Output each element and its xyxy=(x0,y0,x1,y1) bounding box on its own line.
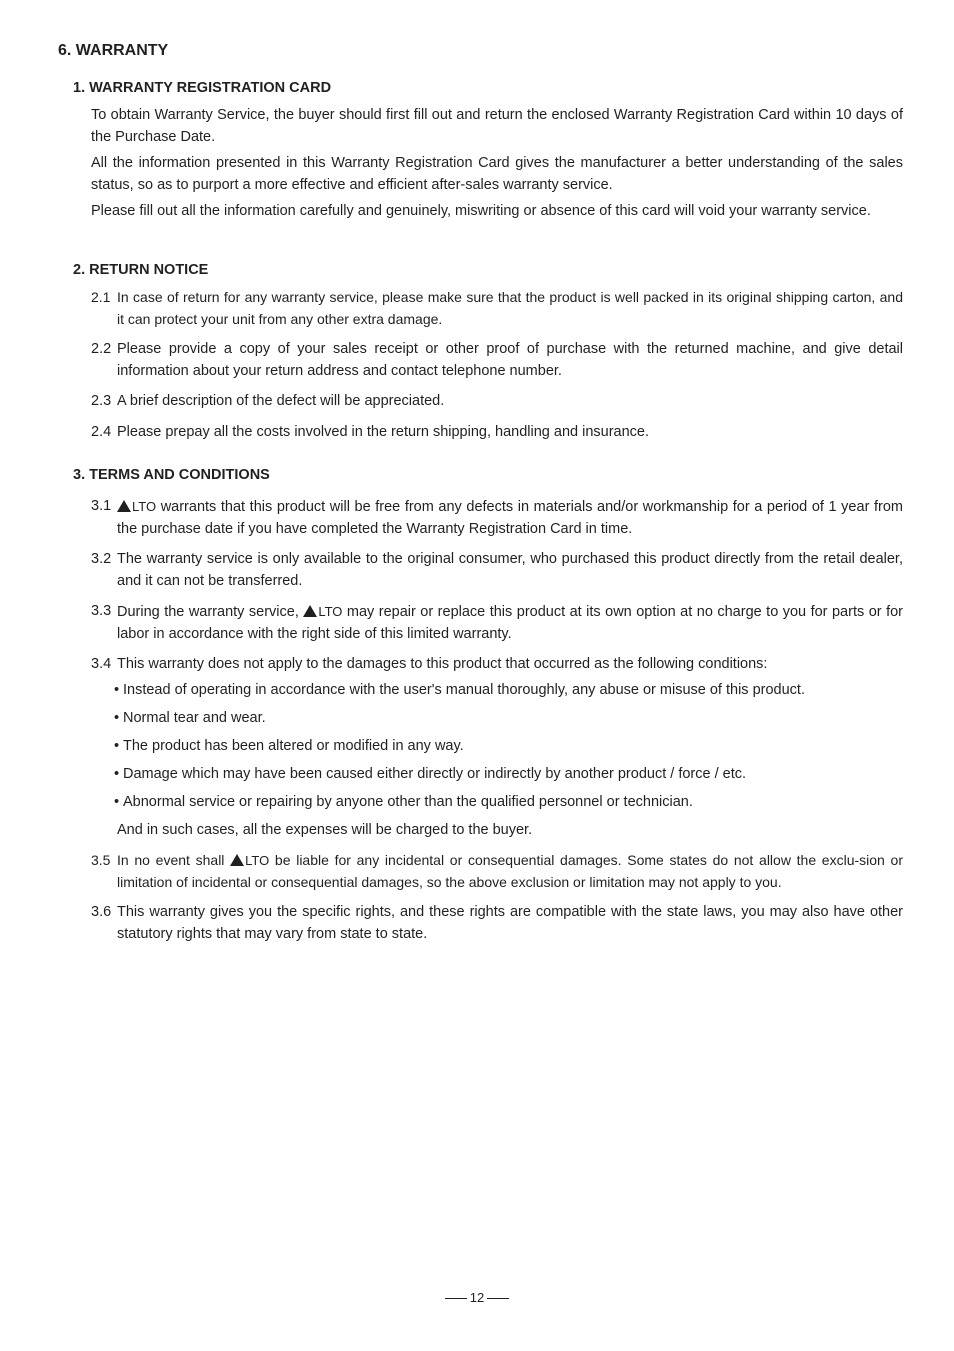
section-heading: 2. RETURN NOTICE xyxy=(73,262,209,278)
item-text: A brief description of the defect will be appreciated. xyxy=(117,393,445,409)
section-return-notice xyxy=(73,261,903,452)
section-heading: 1. WARRANTY REGISTRATION CARD xyxy=(73,80,332,96)
triangle-logo-icon xyxy=(303,605,317,617)
item-number: 3.4 xyxy=(91,656,112,672)
item-note: And in such cases, all the expenses will be charged to the buyer. xyxy=(117,821,533,838)
bullet-item: • Damage which may have been caused either directly or indirectly by another product / force / etc. xyxy=(117,764,903,786)
bullet-item: • Abnormal service or repairing by anyone other than the qualified personnel or technician. xyxy=(117,792,903,814)
brand-logo xyxy=(303,604,342,620)
list-item xyxy=(91,902,903,945)
item-number: 2.4 xyxy=(91,423,112,440)
item-text: Please provide a copy of your sales receipt or other proof of purchase with the returned machine, and give detail information about your return address and contact telephone number. xyxy=(117,341,903,379)
list-item xyxy=(91,850,903,893)
footer-rule xyxy=(487,1298,509,1299)
list-item xyxy=(91,391,903,413)
item-text: The warranty service is only available to the original consumer, who purchased this product directly from the retail dealer, and it can not be transferred. xyxy=(117,551,903,589)
item-text-after: warrants that this product will be free from any defects in materials and/or workmanship for a period of 1 year from the purchase date if you have completed the Warranty Registration Card in time. xyxy=(117,499,903,537)
item-text-after: be liable for any incidental or consequential damages. Some states do not allow the exclu-sion or limitation of incidental or consequential damages, so the above exclusion or limitation may not apply to you. xyxy=(117,852,903,890)
list-item xyxy=(91,287,903,330)
footer-rule xyxy=(445,1298,467,1299)
page-number: 12 xyxy=(469,1290,485,1305)
brand-text: LTO xyxy=(245,853,270,868)
paragraph: All the information presented in this Warranty Registration Card gives the manufacturer a better understanding of the sales status, so as to purport a more effective and efficient after-sales warranty service. xyxy=(91,155,903,193)
brand-text: LTO xyxy=(132,499,157,514)
brand-logo xyxy=(230,852,269,868)
item-text-before: During the warranty service, xyxy=(117,604,304,620)
page-footer xyxy=(0,1289,954,1307)
triangle-logo-icon xyxy=(117,500,131,512)
section-heading: 3. TERMS AND CONDITIONS xyxy=(73,467,270,483)
item-number: 3.2 xyxy=(91,551,112,567)
list-item xyxy=(91,549,903,592)
item-number: 3.1 xyxy=(91,498,112,514)
brand-logo xyxy=(117,499,156,515)
item-number: 3.5 xyxy=(91,852,111,868)
list-item xyxy=(91,339,903,382)
bullet-item: • Normal tear and wear. xyxy=(117,708,903,730)
list-item xyxy=(91,601,903,645)
item-text-before: In no event shall xyxy=(117,852,231,868)
item-number: 3.3 xyxy=(91,603,112,619)
item-number: 2.2 xyxy=(91,341,112,357)
bullet-item: • Instead of operating in accordance with the user's manual thoroughly, any abuse or misuse of this product. xyxy=(117,680,903,702)
section-registration-card xyxy=(73,79,903,228)
paragraph: Please fill out all the information carefully and genuinely, miswriting or absence of this card will void your warranty service. xyxy=(91,203,871,219)
triangle-logo-icon xyxy=(230,854,244,866)
item-text: This warranty does not apply to the damages to this product that occurred as the following conditions: xyxy=(117,656,768,672)
brand-text: LTO xyxy=(318,604,343,619)
list-item xyxy=(91,654,903,841)
list-item xyxy=(91,422,903,444)
item-text: This warranty gives you the specific rights, and these rights are compatible with the state laws, you may also have other statutory rights that may vary from state to state. xyxy=(117,904,903,942)
page-title: 6. WARRANTY xyxy=(58,42,169,59)
item-number: 2.3 xyxy=(91,393,112,409)
paragraph: To obtain Warranty Service, the buyer should first fill out and return the enclosed Warranty Registration Card within 10 days of the Purchase Date. xyxy=(91,107,903,145)
list-item xyxy=(91,496,903,540)
item-text-after: may repair or replace this product at its own option at no charge to you for parts or for labor in accordance with the right side of this limited warranty. xyxy=(117,604,903,642)
item-number: 2.1 xyxy=(91,289,111,305)
item-text: In case of return for any warranty service, please make sure that the product is well packed in its original shipping carton, and it can protect your unit from any other extra damage. xyxy=(117,289,903,327)
section-terms-conditions xyxy=(73,466,903,954)
item-text: Please prepay all the costs involved in the return shipping, handling and insurance. xyxy=(117,423,650,440)
bullet-list xyxy=(117,680,903,814)
bullet-item: • The product has been altered or modified in any way. xyxy=(117,736,903,758)
item-number: 3.6 xyxy=(91,904,112,920)
